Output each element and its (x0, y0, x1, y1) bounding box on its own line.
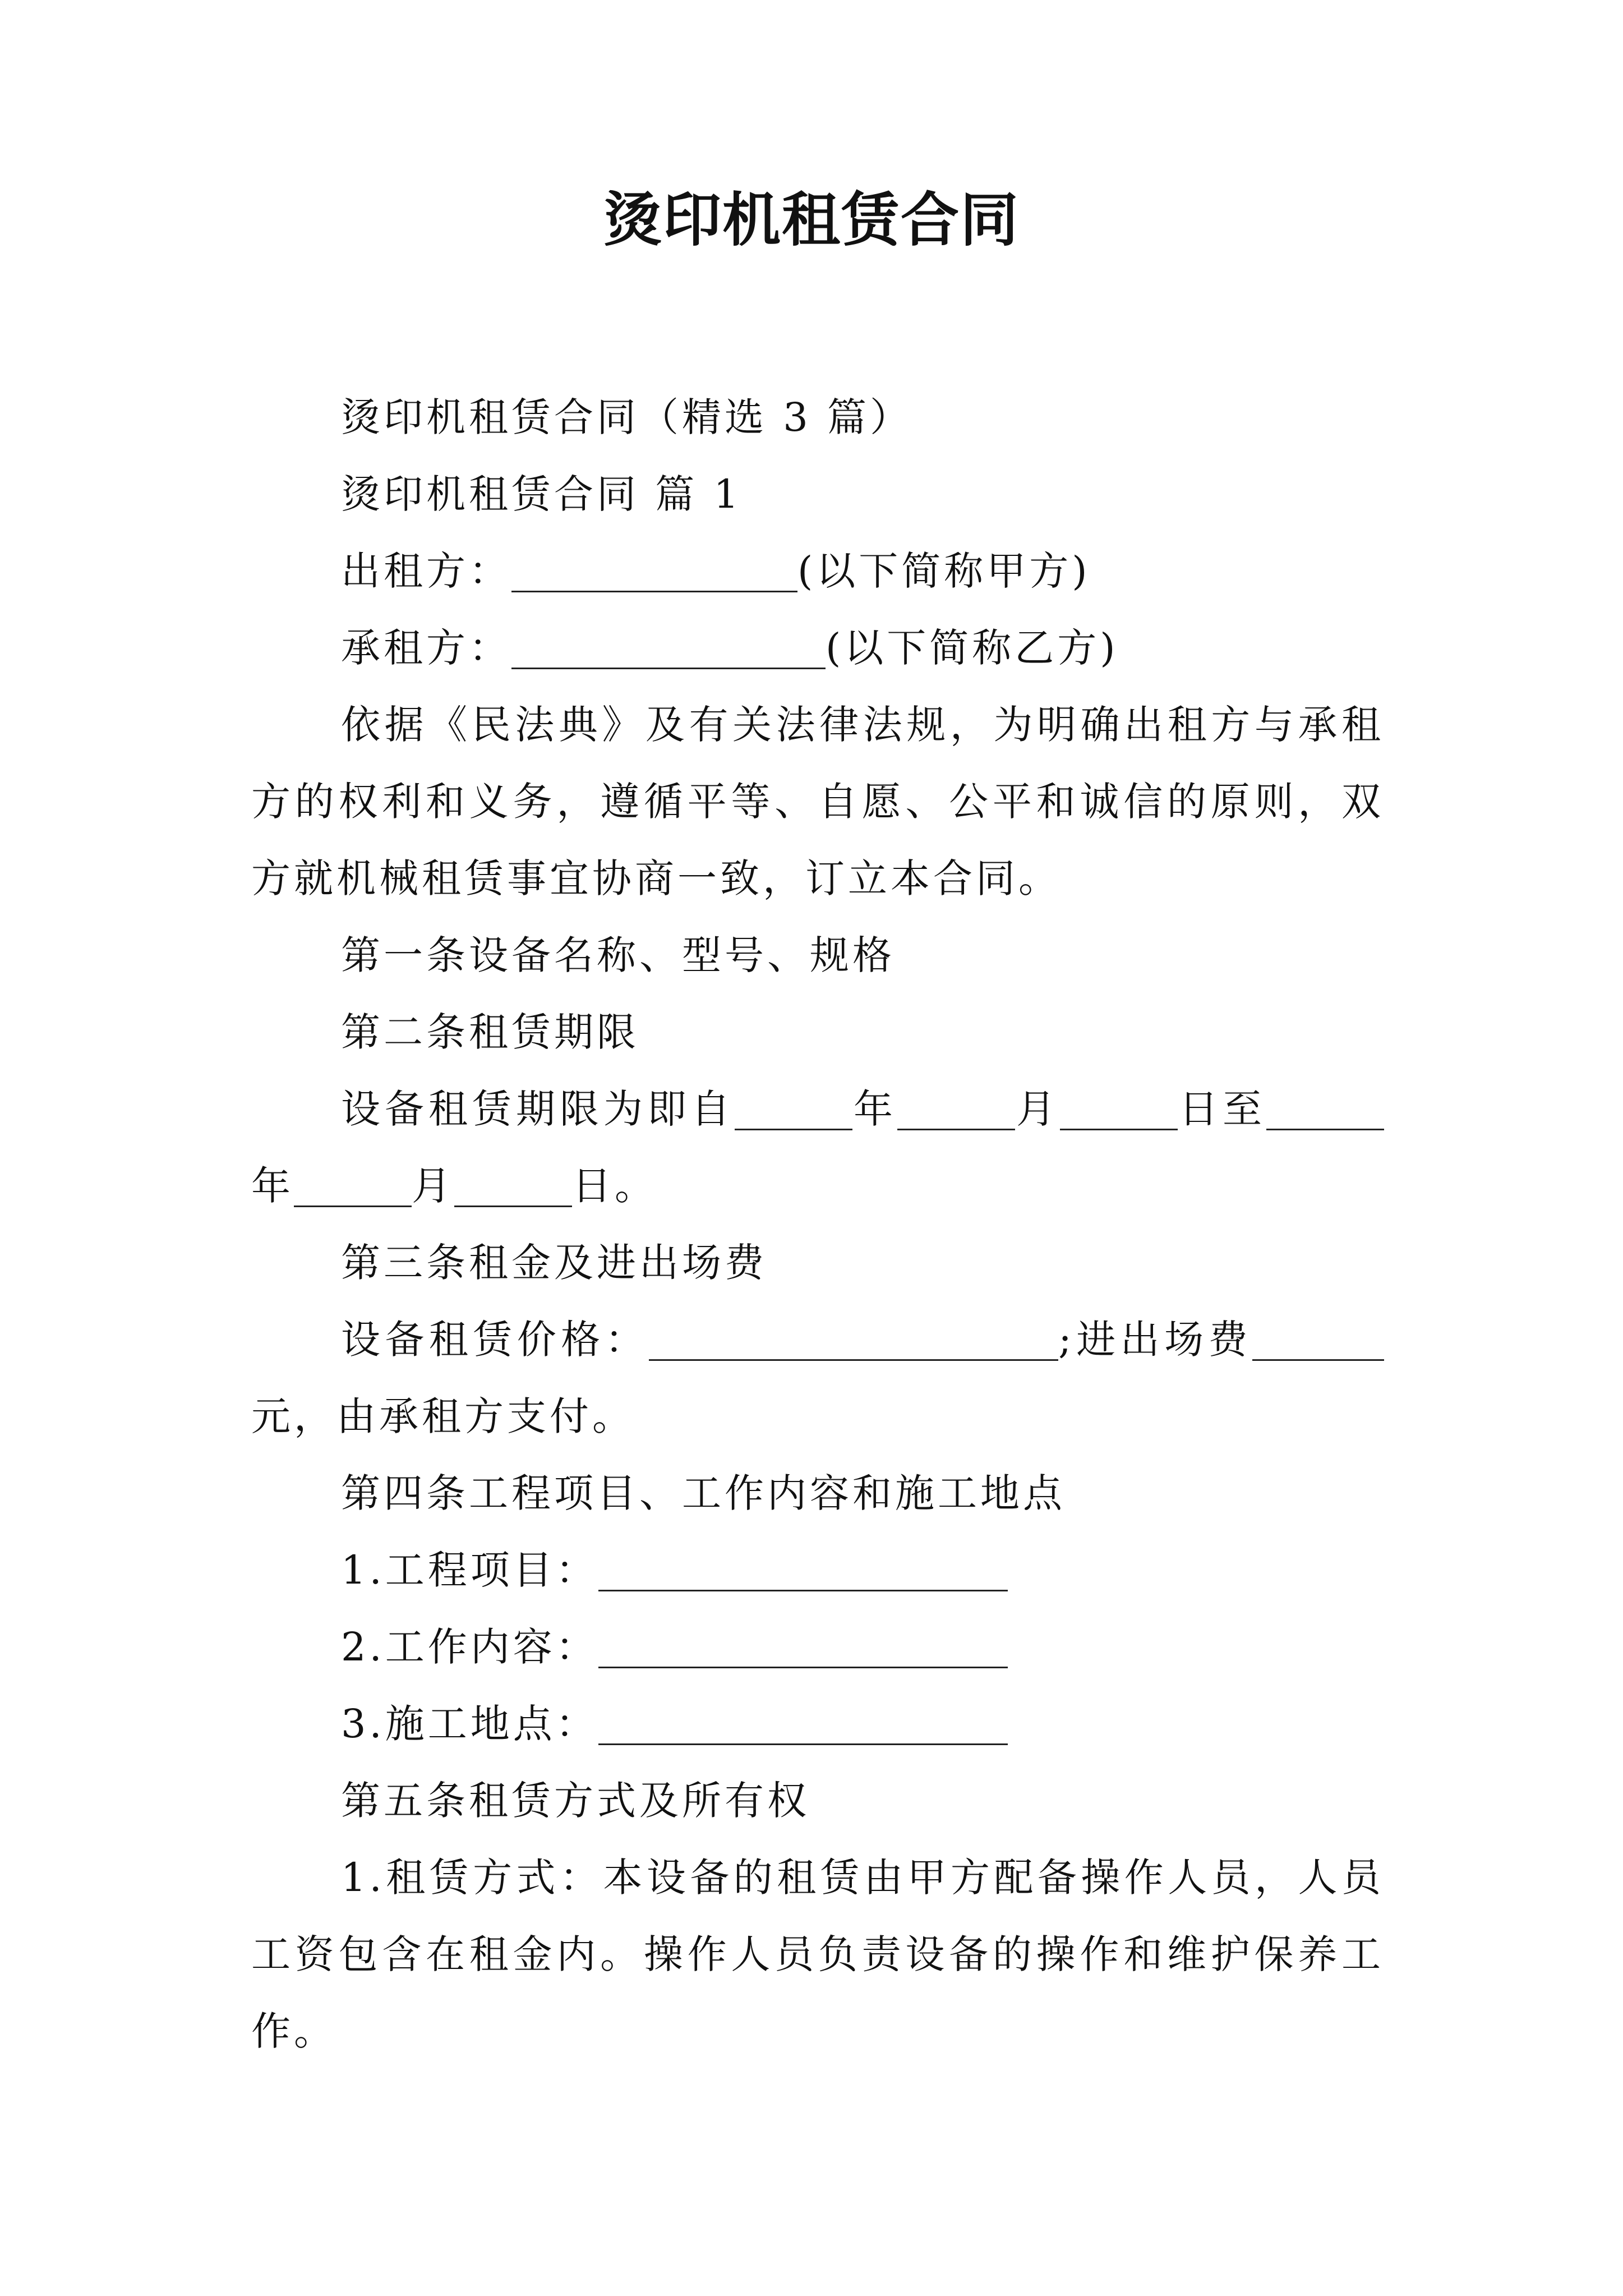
lessor-label: 出租方： (341, 548, 511, 594)
lessor-line (251, 533, 1384, 610)
start-day-blank (1060, 1089, 1178, 1130)
end-month-blank (294, 1166, 412, 1207)
lessor-blank (511, 551, 797, 592)
content-label: 2.工作内容： (341, 1624, 598, 1670)
fee-suffix: 元，由承租方支付。 (251, 1393, 635, 1439)
site-blank (598, 1704, 1008, 1745)
end-day-blank (454, 1166, 572, 1207)
entry-fee-blank (1252, 1320, 1384, 1361)
end-year-blank (1266, 1089, 1384, 1130)
content-blank (598, 1627, 1008, 1668)
start-year-blank (735, 1089, 852, 1130)
end-day-label: 日。 (572, 1163, 657, 1209)
entry-fee-label: ;进出场费 (1058, 1317, 1252, 1363)
project-blank (598, 1550, 1008, 1591)
lessee-suffix: (以下简称乙方) (826, 625, 1119, 671)
price-label: 设备租赁价格： (341, 1317, 649, 1363)
project-line (251, 1532, 1384, 1609)
lease-method-paragraph: 1.租赁方式：本设备的租赁由甲方配备操作人员，人员工资包含在租金内。操作人员负责设备的操作和维护保养工作。 (251, 1855, 1384, 2054)
project-label: 1.工程项目： (341, 1547, 598, 1593)
document-title: 烫印机租赁合同 (603, 186, 1020, 254)
lessee-label: 承租方： (341, 625, 511, 671)
start-year-label: 年 (852, 1086, 897, 1132)
content-line (251, 1609, 1384, 1686)
article-2-heading: 第二条租赁期限 (341, 1009, 639, 1055)
site-line (251, 1686, 1384, 1763)
article-5-heading: 第五条租赁方式及所有权 (341, 1778, 810, 1824)
start-month-label: 月 (1015, 1086, 1060, 1132)
lessee-blank (511, 628, 826, 669)
article-4-heading: 第四条工程项目、工作内容和施工地点 (341, 1470, 1066, 1516)
fee-paragraph (251, 1301, 1384, 1455)
end-month-label: 月 (412, 1163, 454, 1209)
day-to-label: 日至 (1178, 1086, 1266, 1132)
end-year-label: 年 (251, 1163, 294, 1209)
price-blank (649, 1320, 1058, 1361)
article-3-heading: 第三条租金及进出场费 (341, 1240, 767, 1286)
lease-term-paragraph (251, 1071, 1384, 1225)
contract-heading: 烫印机租赁合同 篇 1 (341, 471, 743, 517)
site-label: 3.施工地点： (341, 1701, 598, 1747)
subtitle: 烫印机租赁合同（精选 3 篇） (341, 394, 913, 440)
lessee-line (251, 610, 1384, 687)
preamble-paragraph: 依据《民法典》及有关法律法规，为明确出租方与承租方的权利和义务，遵循平等、自愿、公平和诚信的原则，双方就机械租赁事宜协商一致，订立本合同。 (251, 702, 1384, 901)
document-body (251, 379, 1384, 2070)
lessor-suffix: (以下简称甲方) (797, 548, 1091, 594)
article-1-heading: 第一条设备名称、型号、规格 (341, 932, 895, 978)
term-prefix: 设备租赁期限为即自 (341, 1086, 735, 1132)
start-month-blank (897, 1089, 1015, 1130)
